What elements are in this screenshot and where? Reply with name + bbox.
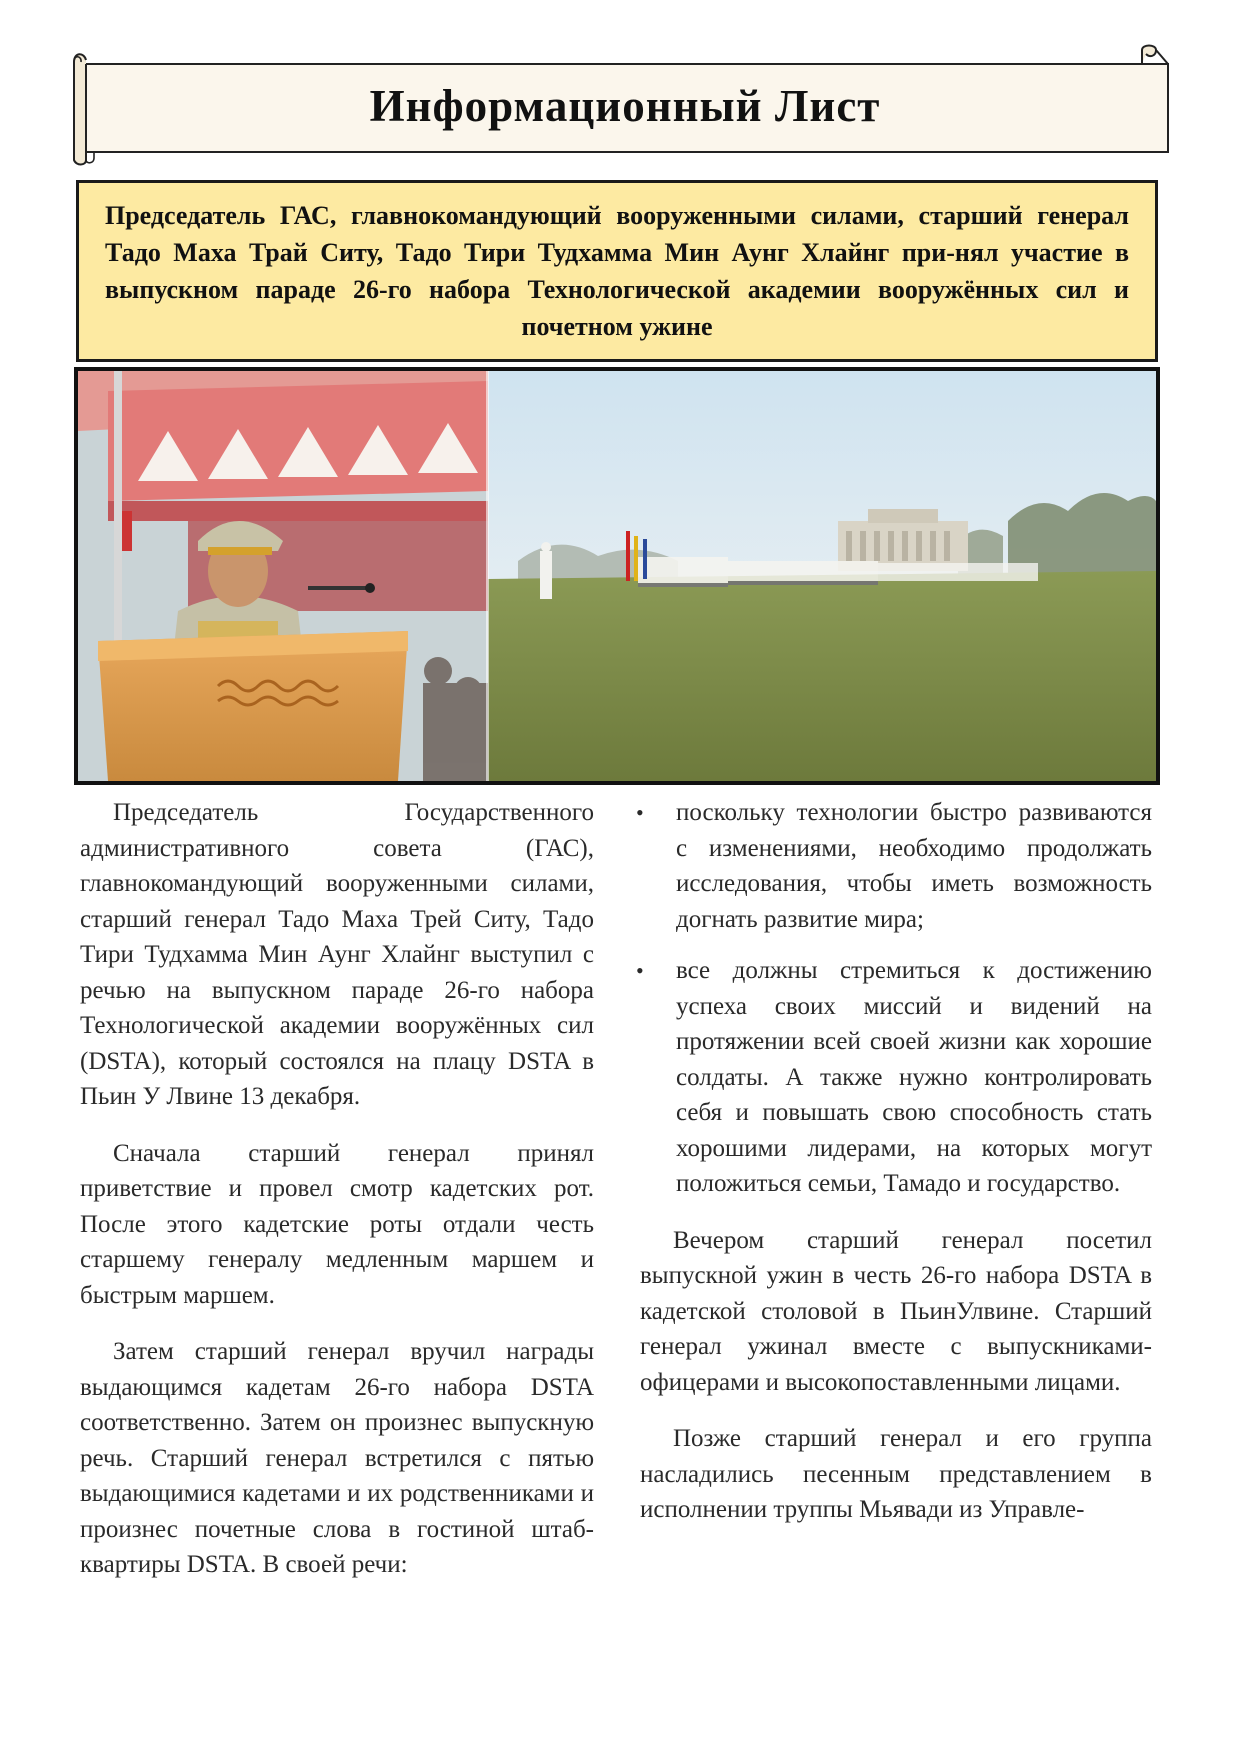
headline-text: Председатель ГАС, главнокомандующий вооруженными силами, старший генерал Тадо Маха Трай Ситу, Тадо Тири Тудхамма Мин Аунг Хлайнг при-нял участие в выпускном параде 26-го набора Технологической академии вооружённых сил и почетном ужине	[105, 201, 1129, 341]
page-title: Информационный Лист	[369, 81, 881, 131]
photo-frame	[74, 367, 1160, 785]
title-banner	[72, 42, 1178, 166]
right-column	[636, 795, 1152, 1549]
paragraph: Вечером старший генерал посетил выпускной ужин в честь 26-го набора DSTA в кадетской столовой в ПьинУлвине. Старший генерал ужинал вместе с выпускниками-офицерами и высокопоставленными лицами.	[640, 1226, 1152, 1396]
bullet-icon: •	[636, 958, 644, 983]
photo-collage-icon	[78, 371, 1156, 781]
bullet-icon: •	[636, 800, 644, 825]
left-column	[80, 795, 594, 1604]
paragraph: Позже старший генерал и его группа насладились песенным представлением в исполнении труппы Мьявади из Управле-	[640, 1425, 1152, 1523]
list-item-text: поскольку технологии быстро развиваются с изменениями, необходимо продолжать исследования, чтобы иметь возможность догнать развитие мира;	[676, 799, 1152, 933]
headline-box	[76, 180, 1158, 362]
list-item	[636, 795, 1152, 937]
paragraph: Председатель Государственного административного совета (ГАС), главнокомандующий вооруженными силами, старший генерал Тадо Маха Трей Ситу, Тадо Тири Тудхамма Мин Аунг Хлайнг выступил с речью на выпускном параде 26-го набора Технологической академии вооружённых сил (DSTA), который состоялся на плацу DSTA в Пьин У Лвине 13 декабря.	[80, 799, 594, 1110]
paragraph: Затем старший генерал вручил награды выдающимся кадетам 26-го набора DSTA соответственно. Затем он произнес выпускную речь. Старший генерал встретился с пятью выдающимися кадетами и их родственниками и произнес почетные слова в гостиной штаб-квартиры DSTA. В своей речи:	[80, 1338, 594, 1578]
speech-points-list	[636, 795, 1152, 1202]
list-item	[636, 953, 1152, 1202]
paragraph: Сначала старший генерал принял приветствие и провел смотр кадетских рот. После этого кадетские роты отдали честь старшему генералу медленным маршем и быстрым маршем.	[80, 1139, 594, 1309]
list-item-text: все должны стремиться к достижению успеха своих миссий и видений на протяжении всей своей жизни как хорошие солдаты. А также нужно контролировать себя и повышать свою способность стать хорошими лидерами, на которых могут положиться семьи, Тамадо и государство.	[676, 957, 1152, 1197]
